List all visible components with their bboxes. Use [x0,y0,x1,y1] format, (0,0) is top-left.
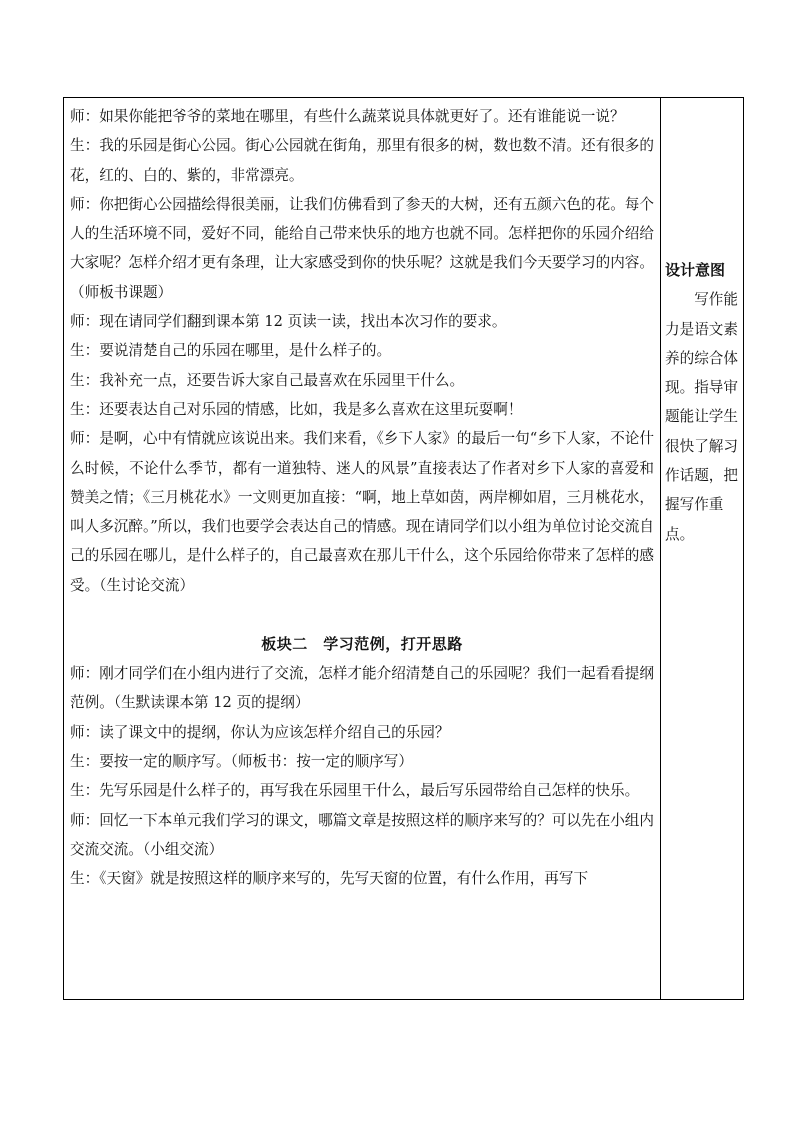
blank-line [70,600,654,629]
dialogue-line: 生：要说清楚自己的乐园在哪里，是什么样子的。 [70,342,392,360]
design-intent-text: 写作能力是语文素养的综合体现。指导审题能让学生很快了解习作话题，把握写作重点。 [665,291,738,543]
dialogue-line: 生：还要表达自己对乐园的情感，比如，我是多么喜欢在这里玩耍啊！ [70,400,523,418]
dialogue-line: 生：我的乐园是街心公园。街心公园就在街角，那里有很多的树，数也数不清。还有很多的花，红的、白的、紫的，非常漂亮。 [70,137,654,184]
dialogue-line: 生：《天窗》就是按照这样的顺序来写的，先写天窗的位置，有什么作用，再写下 [70,870,589,888]
lesson-table [63,97,744,1000]
dialogue-line: 生：要按一定的顺序写。（师板书：按一定的顺序写） [70,752,413,770]
dialogue-line: 师：如果你能把爷爷的菜地在哪里，有些什么蔬菜说具体就更好了。还有谁能说一说？ [70,108,625,125]
lesson-content-cell [64,98,661,999]
dialogue-line: 师：是啊，心中有情就应该说出来。我们来看，《乡下人家》的最后一句“乡下人家，不论什么时候，不论什么季节，都有一道独特、迷人的风景”直接表达了作者对乡下人家的喜爱和赞美之情；《三月桃花水》一文则更加直接：“啊，地上草如茵，两岸柳如眉，三月桃花水，叫人多沉醉。”所以，我们也要学会表达自己的情感。现在请同学们以小组为单位讨论交流自己的乐园在哪儿，是什么样子的，自己最喜欢在那儿干什么，这个乐园给你带来了怎样的感受。（生讨论交流） [70,430,654,594]
dialogue-line: 师：读了课文中的提纲，你认为应该怎样介绍自己的乐园？ [70,723,450,741]
dialogue-line: 师：回忆一下本单元我们学习的课文，哪篇文章是按照这样的顺序来写的？可以先在小组内交流交流。（小组交流） [70,811,654,858]
dialogue-line: 师：现在请同学们翻到课本第 12 页读一读，找出本次习作的要求。 [70,313,507,331]
dialogue-line: 师：你把街心公园描绘得很美丽，让我们仿佛看到了参天的大树，还有五颜六色的花。每个人的生活环境不同，爱好不同，能给自己带来快乐的地方也就不同。怎样把你的乐园介绍给大家呢？怎样介绍才更有条理，让大家感受到你的快乐呢？这就是我们今天要学习的内容。（师板书课题） [70,195,654,301]
section-title: 板块二 学习范例，打开思路 [261,635,463,654]
dialogue-line: 生：我补充一点，还要告诉大家自己最喜欢在乐园里干什么。 [70,371,465,389]
dialogue-line: 生：先写乐园是什么样子的，再写我在乐园里干什么，最后写乐园带给自己怎样的快乐。 [70,782,640,800]
design-intent-title: 设计意图 [665,261,726,279]
dialogue-line: 师：刚才同学们在小组内进行了交流，怎样才能介绍清楚自己的乐园呢？我们一起看看提纲范例。（生默读课本第 12 页的提纲） [70,665,654,712]
design-intent-cell [661,98,743,999]
